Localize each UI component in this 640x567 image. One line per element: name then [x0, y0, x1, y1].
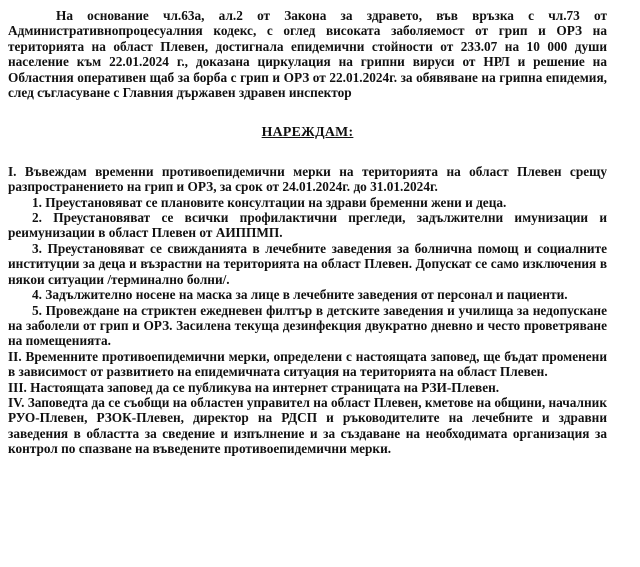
- section-4-paragraph: IV. Заповедта да се съобщи на областен управител на област Плевен, кметове на общини, началник РУО-Плевен, РЗОК-Плевен, директор на РДСП и ръководителите на лечебните и здравни заведения в областта за сведение и изпълнение и за създаване на необходимата организация за контрол по спазване на въведените противоепидемични мерки.: [8, 394, 607, 457]
- measure-item-4: 4. Задължително носене на маска за лице в лечебните заведения от персонал и пациенти.: [32, 287, 568, 303]
- order-document: [8, 8, 607, 457]
- measure-item-3: 3. Преустановяват се свижданията в лечебните заведения за болнична помощ и социалните институции за деца и възрастни на територията на област Плевен. Допускат се само изключения в някои ситуации /терминално болни/.: [8, 240, 607, 287]
- order-heading: НАРЕЖДАМ:: [261, 124, 354, 140]
- section-1-paragraph: I. Въвеждам временни противоепидемични мерки на територията на област Плевен срещу разпространението на грип и ОРЗ, за срок от 24.01.2024г. до 31.01.2024г.: [8, 163, 607, 195]
- measure-item-1: 1. Преустановяват се плановите консултации на здрави бременни жени и деца.: [32, 194, 507, 210]
- section-2-paragraph: II. Временните противоепидемични мерки, определени с настоящата заповед, ще бъдат променени в зависимост от развитието на епидемичната ситуация на територията на област Плевен.: [8, 348, 607, 380]
- measure-item-2: 2. Преустановяват се всички профилактични прегледи, задължителни имунизации и реимунизации в област Плевен от АИППМП.: [8, 210, 607, 241]
- section-3-paragraph: III. Настоящата заповед да се публикува на интернет страницата на РЗИ-Плевен.: [8, 379, 500, 395]
- measure-item-5: 5. Провеждане на стриктен ежедневен филтър в детските заведения и училища за недопускане на заболели от грип и ОРЗ. Засилена текуща дезинфекция двукратно дневно и често проветряване на помещенията.: [8, 302, 607, 349]
- intro-paragraph: На основание чл.63а, ал.2 от Закона за здравето, във връзка с чл.73 от Административнопроцесуалния кодекс, с оглед високата заболяемост от грип и ОРЗ на територията на област Плевен, достигнала епидемични стойности от 233.07 на 10 000 души население към 22.01.2024 г., доказана циркулация на грипни вируси от НРЛ и решение на Областния оперативен щаб за борба с грип и ОРЗ от 22.01.2024г. за обявяване на грипна епидемия, след съгласуване с Главния държавен здравен инспектор: [8, 8, 607, 101]
